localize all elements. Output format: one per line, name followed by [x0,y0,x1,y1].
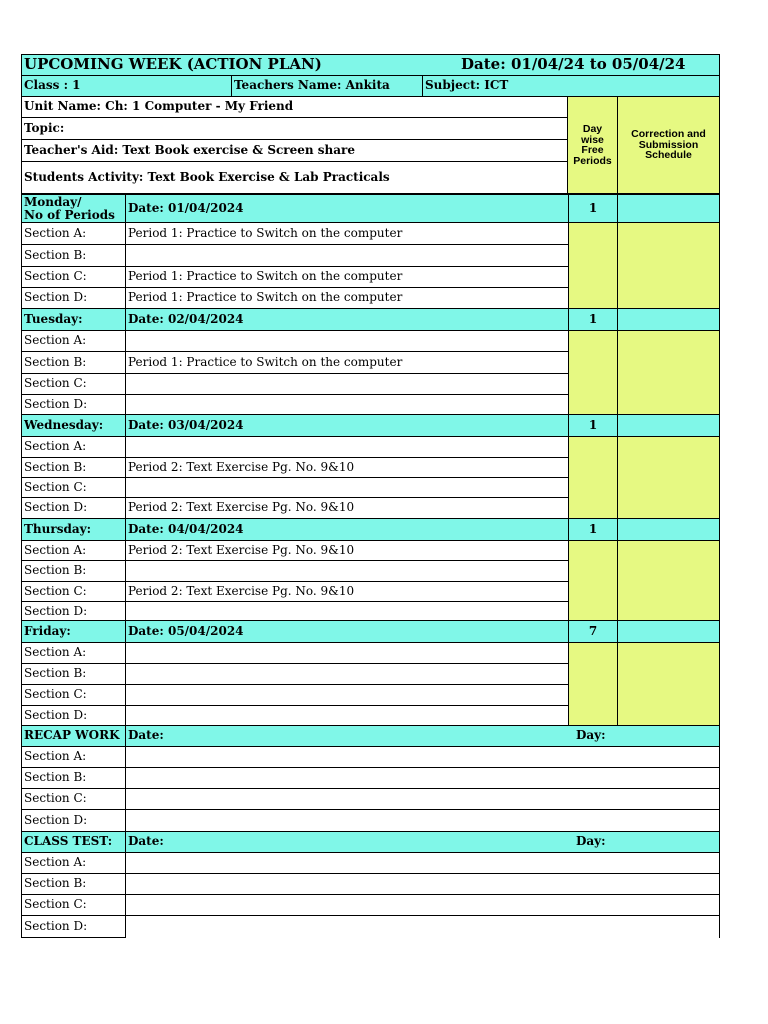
section-label: Section B: [21,351,126,374]
section-label: Section C: [21,477,126,498]
section-plan [125,642,569,664]
recap-day: Day: [576,728,606,742]
section-plan [125,684,569,706]
section-label: Section A: [21,540,126,561]
section-plan [125,244,569,267]
section-label: Section C: [21,894,126,916]
free-period-count: 1 [568,518,618,541]
section-label: Section B: [21,560,126,582]
section-label: Section A: [21,642,126,664]
teachers-aid: Teacher's Aid: Text Book exercise & Screen share [21,139,568,162]
section-label: Section B: [21,663,126,685]
section-label: Section C: [21,266,126,288]
day-date: Date: 03/04/2024 [125,414,569,437]
section-entry [125,894,720,916]
section-label: Section C: [21,684,126,706]
section-plan [125,330,569,352]
section-plan: Period 2: Text Exercise Pg. No. 9&10 [125,497,569,519]
section-label: Section A: [21,852,126,874]
correction-cell [617,414,720,437]
free-period-cell [568,222,618,309]
students-activity: Students Activity: Text Book Exercise & Lab Practicals [21,161,568,194]
section-entry [125,767,720,789]
section-label: Section B: [21,767,126,789]
section-label: Section D: [21,915,126,938]
free-period-count: 1 [568,308,618,331]
correction-cell [617,620,720,643]
correction-cell [617,540,720,623]
section-label: Section D: [21,601,126,623]
teacher-field: Teachers Name: Ankita [231,75,423,97]
day-name: Friday: [21,620,126,643]
correction-cell [617,518,720,541]
section-label: Section D: [21,705,126,727]
correction-cell [617,222,720,309]
section-plan: Period 1: Practice to Switch on the computer [125,287,569,309]
day-date: Date: 05/04/2024 [125,620,569,643]
day-date: Date: 04/04/2024 [125,518,569,541]
unit-name: Unit Name: Ch: 1 Computer - My Friend [21,96,568,118]
section-label: Section B: [21,457,126,478]
section-entry [125,852,720,874]
free-period-cell [568,642,618,727]
section-plan: Period 1: Practice to Switch on the computer [125,266,569,288]
subject-field: Subject: ICT [422,75,720,97]
section-label: Section C: [21,788,126,810]
section-label: Section A: [21,436,126,458]
section-label: Section D: [21,809,126,832]
recap-title: RECAP WORK [21,725,126,747]
day-name: Thursday: [21,518,126,541]
topic: Topic: [21,117,568,140]
section-label: Section C: [21,581,126,602]
free-period-cell [568,330,618,416]
section-label: Section C: [21,373,126,395]
section-entry [125,873,720,895]
section-plan [125,436,569,458]
correction-cell [617,308,720,331]
day-name: Tuesday: [21,308,126,331]
section-label: Section A: [21,330,126,352]
day-name: Wednesday: [21,414,126,437]
section-entry [125,809,720,832]
recap-date: Date: [125,725,720,747]
section-label: Section D: [21,287,126,309]
section-entry [125,788,720,810]
section-plan [125,663,569,685]
section-plan [125,705,569,727]
class-test-date: Date: [125,831,720,853]
correction-cell [617,194,720,223]
class-field: Class : 1 [21,75,232,97]
section-plan [125,373,569,395]
section-plan: Period 1: Practice to Switch on the computer [125,222,569,245]
free-period-count: 1 [568,194,618,223]
free-period-count: 7 [568,620,618,643]
correction-cell [617,330,720,416]
section-plan: Period 2: Text Exercise Pg. No. 9&10 [125,581,569,602]
section-label: Section A: [21,222,126,245]
class-test-day: Day: [576,834,606,848]
free-period-cell [568,540,618,623]
section-plan [125,560,569,582]
free-period-count: 1 [568,414,618,437]
day-date: Date: 01/04/2024 [125,194,569,223]
section-plan: Period 2: Text Exercise Pg. No. 9&10 [125,540,569,561]
section-plan: Period 1: Practice to Switch on the computer [125,351,569,374]
date-range: Date: 01/04/24 to 05/04/24 [459,54,720,76]
section-label: Section D: [21,394,126,416]
plan-title: UPCOMING WEEK (ACTION PLAN) [21,54,460,76]
section-plan [125,394,569,416]
class-test-title: CLASS TEST: [21,831,126,853]
section-entry [125,746,720,768]
correction-cell [617,436,720,519]
section-label: Section B: [21,244,126,267]
section-label: Section A: [21,746,126,768]
day-name: Monday/ No of Periods [21,194,126,223]
section-label: Section D: [21,497,126,519]
section-label: Section B: [21,873,126,895]
section-plan [125,477,569,498]
correction-header: Correction and Submission Schedule [617,96,720,194]
free-period-cell [568,436,618,519]
free-periods-header: Day wise Free Periods [567,96,618,194]
day-date: Date: 02/04/2024 [125,308,569,331]
correction-cell [617,642,720,727]
section-entry [125,915,720,938]
section-plan: Period 2: Text Exercise Pg. No. 9&10 [125,457,569,478]
